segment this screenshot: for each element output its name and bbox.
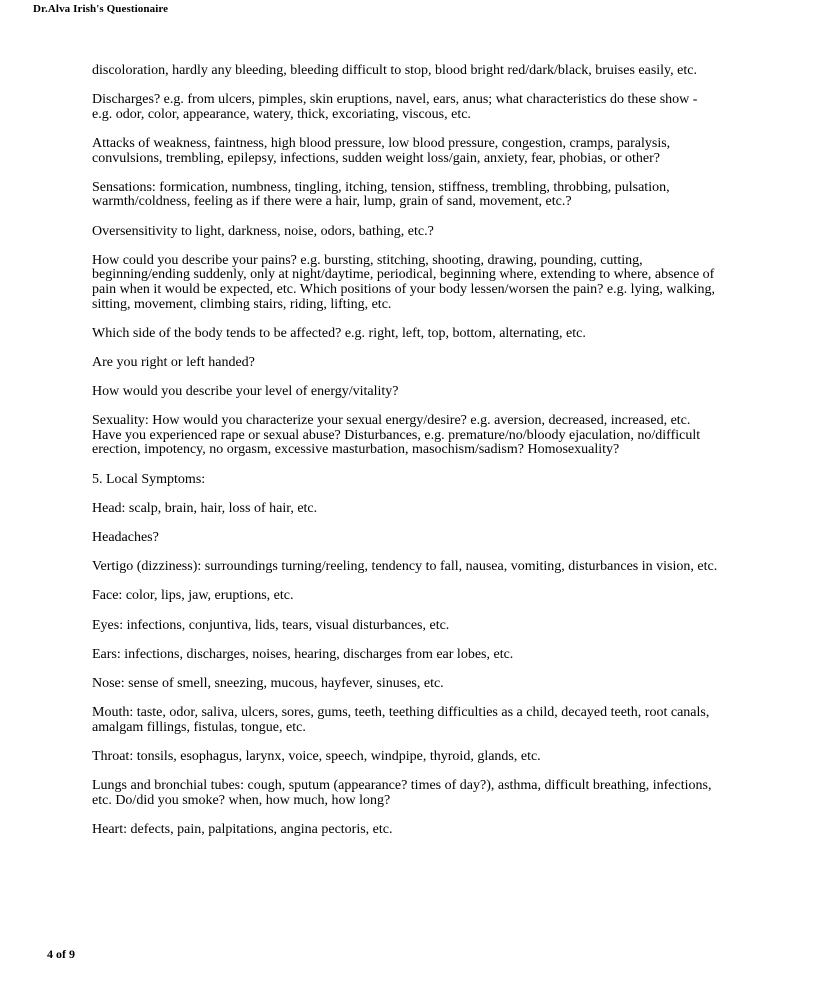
paragraph-energy: How would you describe your level of energy/vitality? xyxy=(92,384,399,400)
document-header-title: Dr.Alva Irish's Questionaire xyxy=(33,3,169,15)
paragraph-handedness: Are you right or left handed? xyxy=(92,354,255,370)
paragraph-pains: How could you describe your pains? e.g. bursting, stitching, shooting, drawing, pounding, cutting, beginning/ending suddenly, only at night/daytime, periodical, beginning where, extending to where, absence of pain when it would be expected, etc. Which positions of your body lessen/worsen the pain? e.g. lying, walking, sitting, movement, climbing stairs, riding, lifting, etc. xyxy=(92,252,715,312)
paragraph-head: Head: scalp, brain, hair, loss of hair, etc. xyxy=(92,500,318,516)
paragraph-attacks: Attacks of weakness, faintness, high blood pressure, low blood pressure, congestion, cramps, paralysis, convulsions, trembling, epilepsy, infections, sudden weight loss/gain, anxiety, fear, phobias, or other? xyxy=(92,135,671,166)
paragraph-oversensitivity: Oversensitivity to light, darkness, noise, odors, bathing, etc.? xyxy=(92,223,434,239)
paragraph-nose: Nose: sense of smell, sneezing, mucous, hayfever, sinuses, etc. xyxy=(92,675,444,691)
paragraph-ears: Ears: infections, discharges, noises, hearing, discharges from ear lobes, etc. xyxy=(92,646,514,662)
paragraph-body-side: Which side of the body tends to be affected? e.g. right, left, top, bottom, alternating, etc. xyxy=(92,325,586,341)
paragraph-throat: Throat: tonsils, esophagus, larynx, voice, speech, windpipe, thyroid, glands, etc. xyxy=(92,748,541,764)
section-heading-local-symptoms: 5. Local Symptoms: xyxy=(92,471,206,487)
paragraph-face: Face: color, lips, jaw, eruptions, etc. xyxy=(92,588,294,604)
paragraph-heart: Heart: defects, pain, palpitations, angina pectoris, etc. xyxy=(92,821,393,837)
paragraph-vertigo: Vertigo (dizziness): surroundings turning/reeling, tendency to fall, nausea, vomiting, disturbances in vision, etc. xyxy=(92,559,718,575)
questionnaire-body xyxy=(92,64,720,852)
paragraph-eyes: Eyes: infections, conjuntiva, lids, tears, visual disturbances, etc. xyxy=(92,617,450,633)
paragraph-sensations: Sensations: formication, numbness, tingling, itching, tension, stiffness, trembling, throbbing, pulsation, warmth/coldness, feeling as if there were a hair, lump, grain of sand, movement, etc.? xyxy=(92,179,670,210)
paragraph-bleeding-continued: discoloration, hardly any bleeding, bleeding difficult to stop, blood bright red/dark/black, bruises easily, etc. xyxy=(92,63,697,78)
paragraph-lungs: Lungs and bronchial tubes: cough, sputum (appearance? times of day?), asthma, difficult breathing, infections, etc. Do/did you smoke? when, how much, how long? xyxy=(92,778,712,808)
paragraph-discharges: Discharges? e.g. from ulcers, pimples, skin eruptions, navel, ears, anus; what characteristics do these show - e.g. odor, color, appearance, watery, thick, excoriating, viscous, etc. xyxy=(92,92,698,122)
paragraph-headaches: Headaches? xyxy=(92,530,159,545)
page-indicator: 4 of 9 xyxy=(47,947,75,961)
paragraph-mouth: Mouth: taste, odor, saliva, ulcers, sores, gums, teeth, teething difficulties as a child, decayed teeth, root canals, amalgam fillings, fistulas, tongue, etc. xyxy=(92,705,710,735)
paragraph-sexuality: Sexuality: How would you characterize your sexual energy/desire? e.g. aversion, decreased, increased, etc. Have you experienced rape or sexual abuse? Disturbances, e.g. premature/no/bloody ejaculation, no/difficult erection, impotency, no orgasm, excessive masturbation, masochism/sadism? Homosexuality? xyxy=(92,413,701,458)
